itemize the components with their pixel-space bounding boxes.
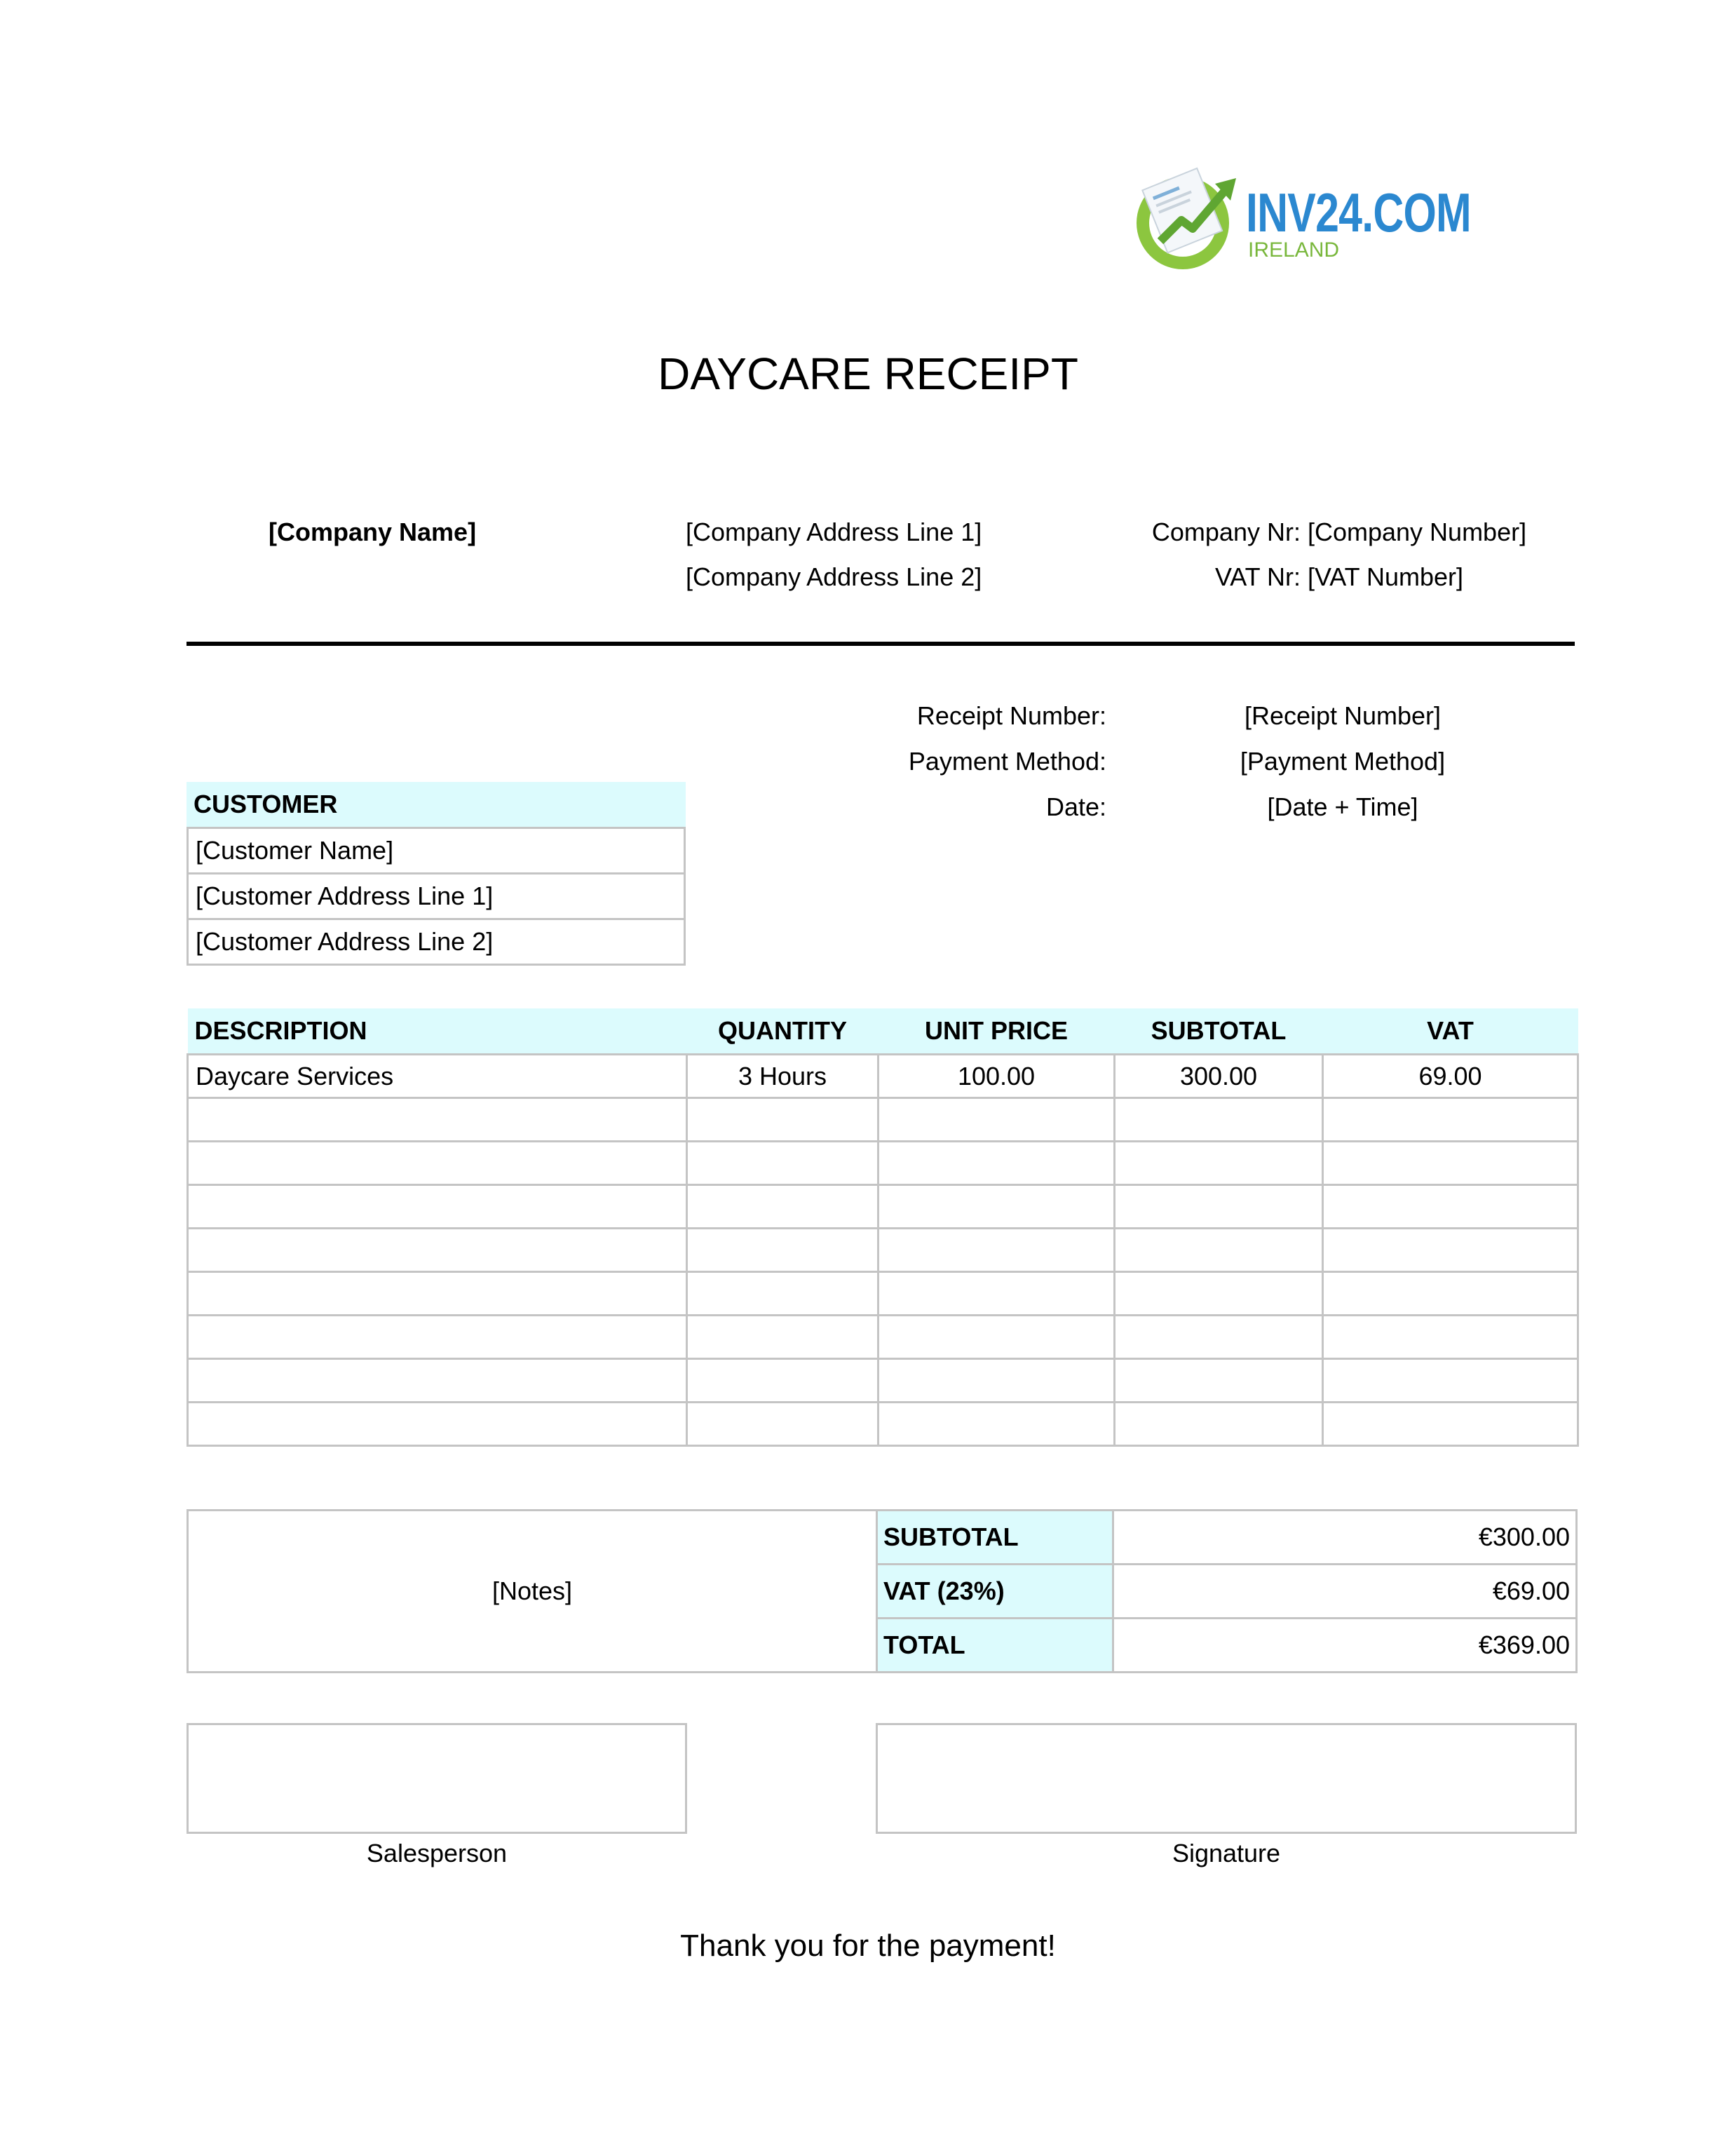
- cell-quantity: [687, 1098, 879, 1142]
- cell-quantity: [687, 1185, 879, 1229]
- cell-subtotal: [1115, 1272, 1323, 1316]
- thank-you-message: Thank you for the payment!: [680, 1929, 1056, 1963]
- cell-description: [188, 1142, 687, 1185]
- header-quantity: QUANTITY: [687, 1008, 879, 1055]
- cell-vat: [1323, 1403, 1578, 1446]
- table-row: [188, 1055, 1578, 1098]
- table-row: [188, 1142, 1578, 1185]
- customer-address-line-2: [Customer Address Line 2]: [187, 920, 686, 966]
- signature-label: Signature: [1172, 1839, 1281, 1867]
- cell-quantity: [687, 1403, 879, 1446]
- cell-vat: [1323, 1185, 1578, 1229]
- table-row: [188, 1403, 1578, 1446]
- header-vat: VAT: [1323, 1008, 1578, 1055]
- cell-unit-price: 100.00: [879, 1055, 1115, 1098]
- cell-subtotal: [1115, 1359, 1323, 1403]
- cell-description: [188, 1316, 687, 1359]
- salesperson-label: Salesperson: [366, 1839, 508, 1867]
- cell-unit-price: [879, 1185, 1115, 1229]
- cell-vat: [1323, 1142, 1578, 1185]
- table-row: [188, 1229, 1578, 1272]
- signature-box: [876, 1723, 1577, 1834]
- subtotal-label: SUBTOTAL: [877, 1511, 1113, 1565]
- cell-subtotal: 300.00: [1115, 1055, 1323, 1098]
- subtotal-value: €300.00: [1113, 1511, 1577, 1565]
- cell-unit-price: [879, 1142, 1115, 1185]
- vat-number: VAT Nr: [VAT Number]: [1214, 562, 1464, 591]
- cell-vat: [1323, 1272, 1578, 1316]
- table-row: [188, 1316, 1578, 1359]
- notes-cell: [Notes]: [188, 1511, 877, 1673]
- company-address-line-1: [Company Address Line 1]: [686, 518, 982, 546]
- cell-subtotal: [1115, 1403, 1323, 1446]
- cell-subtotal: [1115, 1142, 1323, 1185]
- invoice-growth-arrow-icon: [1132, 163, 1245, 271]
- inv24-logo: [1132, 163, 1471, 271]
- cell-unit-price: [879, 1403, 1115, 1446]
- cell-description: [188, 1098, 687, 1142]
- customer-address-line-1: [Customer Address Line 1]: [187, 874, 686, 920]
- salesperson-box: [187, 1723, 687, 1834]
- cell-unit-price: [879, 1229, 1115, 1272]
- cell-quantity: [687, 1272, 879, 1316]
- cell-subtotal: [1115, 1316, 1323, 1359]
- logo-brand-text: INV24.COM: [1246, 182, 1471, 243]
- cell-description: Daycare Services: [188, 1055, 687, 1098]
- cell-vat: 69.00: [1323, 1055, 1578, 1098]
- total-label: TOTAL: [877, 1619, 1113, 1673]
- cell-quantity: [687, 1229, 879, 1272]
- items-table: [187, 1008, 1579, 1447]
- cell-description: [188, 1403, 687, 1446]
- date-label: Date:: [1045, 792, 1106, 821]
- cell-quantity: [687, 1316, 879, 1359]
- cell-unit-price: [879, 1359, 1115, 1403]
- total-value: €369.00: [1113, 1619, 1577, 1673]
- vat-value: €69.00: [1113, 1565, 1577, 1619]
- document-title: DAYCARE RECEIPT: [658, 349, 1078, 399]
- cell-quantity: [687, 1142, 879, 1185]
- receipt-number-value: [Receipt Number]: [1244, 701, 1442, 730]
- cell-description: [188, 1359, 687, 1403]
- customer-block: [187, 782, 686, 966]
- totals-table: [187, 1509, 1578, 1673]
- table-row: [188, 1098, 1578, 1142]
- header-unit-price: UNIT PRICE: [879, 1008, 1115, 1055]
- cell-vat: [1323, 1229, 1578, 1272]
- items-header-row: [188, 1008, 1578, 1055]
- company-number: Company Nr: [Company Number]: [1151, 518, 1527, 546]
- vat-label: VAT (23%): [877, 1565, 1113, 1619]
- cell-subtotal: [1115, 1185, 1323, 1229]
- cell-description: [188, 1185, 687, 1229]
- table-row: [188, 1272, 1578, 1316]
- payment-method-label: Payment Method:: [908, 747, 1106, 776]
- header-subtotal: SUBTOTAL: [1115, 1008, 1323, 1055]
- cell-subtotal: [1115, 1229, 1323, 1272]
- company-address-line-2: [Company Address Line 2]: [686, 562, 982, 591]
- cell-quantity: [687, 1359, 879, 1403]
- receipt-number-label: Receipt Number:: [916, 701, 1106, 730]
- logo-region-text: IRELAND: [1248, 238, 1340, 262]
- cell-subtotal: [1115, 1098, 1323, 1142]
- cell-unit-price: [879, 1272, 1115, 1316]
- cell-unit-price: [879, 1098, 1115, 1142]
- table-row: [188, 1359, 1578, 1403]
- customer-heading: CUSTOMER: [187, 782, 686, 827]
- cell-vat: [1323, 1098, 1578, 1142]
- cell-description: [188, 1229, 687, 1272]
- header-description: DESCRIPTION: [188, 1008, 687, 1055]
- cell-unit-price: [879, 1316, 1115, 1359]
- table-row: [188, 1185, 1578, 1229]
- company-name: [Company Name]: [269, 518, 477, 546]
- cell-vat: [1323, 1359, 1578, 1403]
- cell-vat: [1323, 1316, 1578, 1359]
- header-divider: [187, 642, 1575, 646]
- cell-quantity: 3 Hours: [687, 1055, 879, 1098]
- cell-description: [188, 1272, 687, 1316]
- customer-name: [Customer Name]: [187, 827, 686, 874]
- payment-method-value: [Payment Method]: [1240, 747, 1446, 776]
- date-value: [Date + Time]: [1267, 792, 1418, 821]
